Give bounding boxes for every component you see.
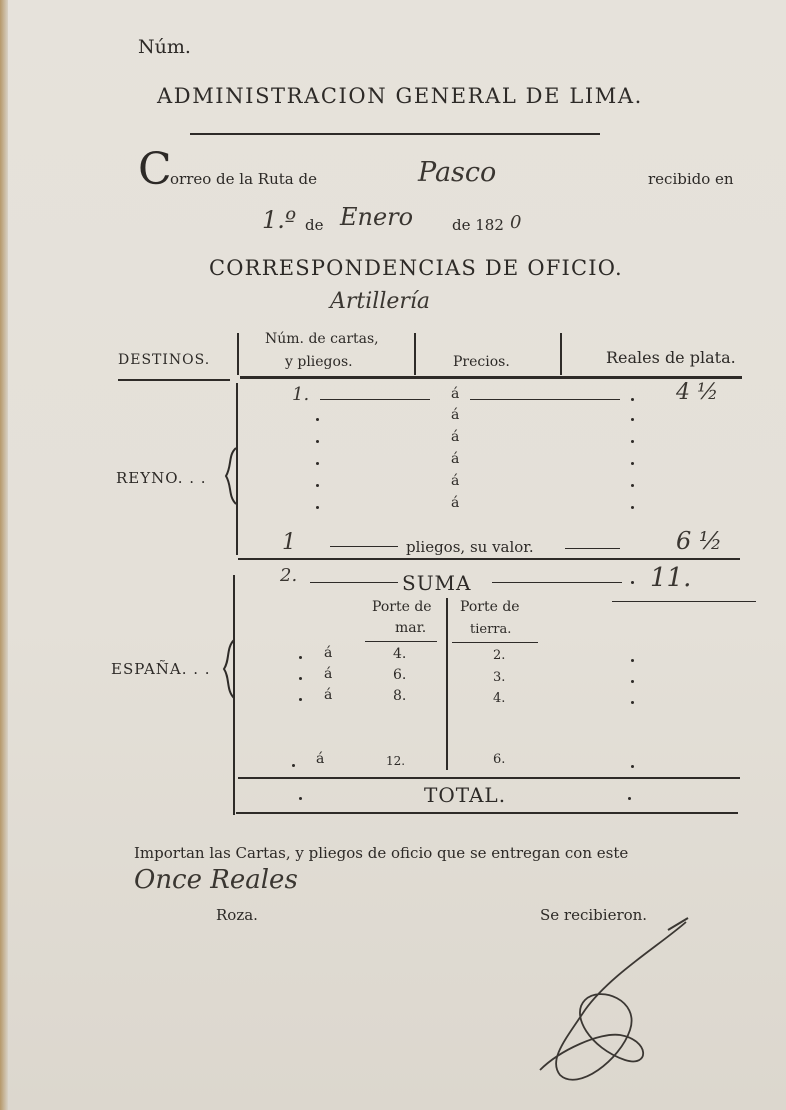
- year-label: de 182: [452, 216, 504, 234]
- porte-mar-1: Porte de: [372, 599, 432, 615]
- espana-label: ESPAÑA. . .: [111, 660, 211, 678]
- col-num-cartas-2: y pliegos.: [285, 354, 353, 370]
- amount-handwritten: Once Reales: [134, 865, 298, 895]
- month-handwritten: Enero: [340, 203, 414, 231]
- reyno-a-4: á: [451, 451, 460, 467]
- pliegos-value: 6 ½: [676, 527, 723, 555]
- roza-label: Roza.: [216, 906, 258, 924]
- reyno-row1-value: 4 ½: [676, 380, 719, 405]
- espana-tierra-3: 4.: [493, 691, 506, 706]
- suma-label: SUMA: [402, 571, 472, 595]
- espana-tierra-1: 2.: [493, 648, 506, 663]
- porte-mar-2: mar.: [395, 620, 427, 636]
- pliegos-label: pliegos, su valor.: [406, 538, 534, 556]
- espana-a-4: á: [316, 751, 325, 767]
- col-precios: Precios.: [453, 354, 510, 370]
- route-handwritten: Pasco: [418, 157, 497, 188]
- espana-a-2: á: [324, 666, 333, 682]
- espana-mar-4: 12.: [386, 754, 406, 768]
- espana-a-1: á: [324, 645, 333, 661]
- espana-mar-3: 8.: [393, 688, 407, 704]
- suma-count: 2.: [280, 565, 298, 586]
- year-handwritten: 0: [510, 212, 522, 233]
- day-handwritten: 1.º: [262, 206, 297, 234]
- espana-a-3: á: [324, 687, 333, 703]
- porte-tierra-1: Porte de: [460, 599, 520, 615]
- pliegos-count: 1: [282, 530, 296, 555]
- col-reales: Reales de plata.: [606, 348, 736, 367]
- correo-label: orreo de la Ruta de: [170, 170, 317, 188]
- porte-tierra-2: tierra.: [470, 622, 512, 637]
- reyno-row1-count: 1.: [292, 384, 310, 405]
- se-recibieron-label: Se recibieron.: [540, 906, 648, 924]
- total-label: TOTAL.: [424, 783, 507, 807]
- recibido-label: recibido en: [648, 170, 734, 188]
- reyno-a-5: á: [451, 473, 460, 489]
- espana-mar-1: 4.: [393, 646, 407, 662]
- espana-mar-2: 6.: [393, 667, 407, 683]
- reyno-a-1: á: [451, 386, 460, 402]
- reyno-label: REYNO. . .: [116, 469, 207, 487]
- num-label: Núm.: [138, 36, 191, 58]
- suma-value: 11.: [650, 563, 692, 593]
- importan-text: Importan las Cartas, y pliegos de oficio que se entregan con este: [134, 844, 629, 862]
- office-handwritten: Artillería: [330, 289, 431, 314]
- espana-tierra-2: 3.: [493, 670, 506, 685]
- reyno-a-6: á: [451, 495, 460, 511]
- espana-tierra-4: 6.: [493, 752, 506, 767]
- col-num-cartas-1: Núm. de cartas,: [265, 331, 379, 347]
- col-destinos: DESTINOS.: [118, 352, 211, 368]
- reyno-a-2: á: [451, 407, 460, 423]
- correspondencias-heading: CORRESPONDENCIAS DE OFICIO.: [209, 256, 623, 280]
- reyno-a-3: á: [451, 429, 460, 445]
- document-title: ADMINISTRACION GENERAL DE LIMA.: [157, 84, 643, 108]
- correo-initial: C: [138, 144, 172, 195]
- de-label: de: [305, 216, 324, 234]
